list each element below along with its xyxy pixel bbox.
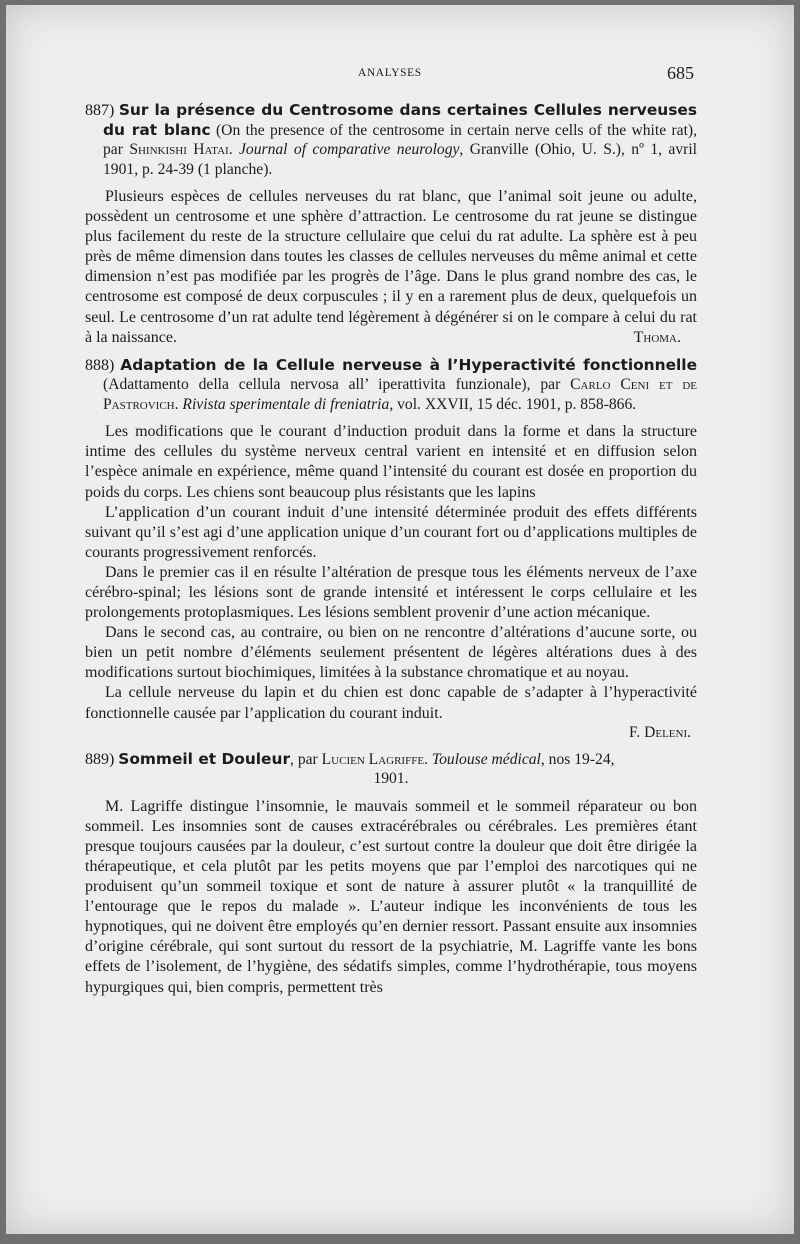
article-number: 889) [85, 750, 115, 768]
article-889 [85, 750, 697, 998]
article-888 [85, 356, 697, 742]
reviewer-signature: Thoma. [633, 328, 681, 346]
citation-text: , vol. XXVII, 15 déc. 1901, p. 858-866. [389, 395, 637, 413]
body-paragraph: Les modifications que le courant d’induction produit dans la forme et dans la structure intime des cellules du système nerveux central varient en intensité et en diffusion selon l’espèce animale en expérience, même quand l’intensité du courant est dosée en proportion du poids du corps. Les chiens sont beaucoup plus résistants que les lapins [85, 423, 697, 501]
article-number: 887) [85, 102, 115, 119]
article-author: Lucien Lagriffe [321, 750, 425, 768]
body-paragraph: La cellule nerveuse du lapin et du chien est donc capable de s’adapter à l’hyperactivité fonctionnelle causée par l’application du courant induit. [85, 684, 697, 722]
page-content [85, 101, 697, 1006]
article-887 [85, 101, 697, 348]
page-number: 685 [667, 63, 694, 83]
citation-text: . [174, 395, 183, 413]
body-paragraph: Dans le second cas, au contraire, ou bien on ne rencontre d’altérations d’aucune sorte, ou bien un petit nombre d’éléments seulement présentent de légères altérations dues à des modifications surtout biochimiques, limitées à la substance chromatique et au noyau. [85, 624, 697, 682]
article-author: Carlo Ceni et de Pastrovich [103, 376, 697, 413]
reviewer-signature: F. Deleni. [629, 723, 691, 741]
article-title: Adaptation de la Cellule nerveuse à l’Hyperactivité fonctionnelle [120, 355, 698, 374]
citation-text: (Adattamento della cellula nervosa all’ iperattivita funzionale), par [103, 376, 571, 394]
article-heading [85, 356, 697, 415]
journal-name: Toulouse médical [431, 750, 541, 768]
article-number: 888) [85, 356, 115, 374]
article-heading [85, 750, 697, 789]
journal-name: Journal of comparative neurology [239, 141, 460, 158]
citation-text: , par [290, 750, 322, 768]
body-paragraph: Dans le premier cas il en résulte l’altération de presque tous les éléments nerveux de l’axe cérébro-spinal; les lésions sont de grande intensité et intéressent le corps cellulaire et les prolongements protoplasmiques. Les lésions semblent provenir d’une action mécanique. [85, 563, 697, 622]
article-heading [85, 101, 697, 179]
paragraph-text: Plusieurs espèces de cellules nerveuses du rat blanc, que l’animal soit jeune ou adulte, possèdent un centrosome et une sphère d’attraction. Le centrosome du rat jeune se distingue plus facilement du reste de la structure cellulaire que celui du rat adulte. La sphère est à peu près de même dimension dans toutes les classes de cellules nerveuses du même animal et cette dimension n’est pas modifiée par les progrès de l’âge. Dans le plus grand nombre des cas, le centrosome est composé de deux corpuscules ; il y en a rarement plus de deux, quelquefois un seul. Le centrosome d’un rat adulte tend légèrement à dégénérer si on le compare à celui du rat à la naissance. [85, 188, 697, 346]
running-title: ANALYSES [358, 67, 422, 79]
document-page [6, 5, 794, 1234]
citation-year: 1901. [373, 770, 409, 788]
citation-text: , Granville (Ohio, U. S.), nº 1, avril 1901, p. 24-39 (1 planche). [103, 141, 697, 178]
body-paragraph [85, 187, 697, 348]
body-paragraph: M. Lagriffe distingue l’insomnie, le mauvais sommeil et le sommeil réparateur ou bon sommeil. Les insomnies sont de causes extracérébrales ou cérébrales. Les premières étant presque toujours causées par la douleur, c’est surtout contre la douleur que doit être dirigée la thérapeutique, et cela plutôt par les petits moyens que par l’emploi des narcotiques qui ne produisent qu’un sommeil toxique et sont de nature à assurer plutôt « la tranquillité de l’entourage que le repos du malade ». L’auteur indique les inconvénients de tous les hypnotiques, qui ne doivent être employés qu’en dernier ressort. Passant ensuite aux insomnies d’origine cérébrale, qui sont surtout du ressort de la psychiatrie, M. Lagriffe vante les bons effets de l’isolement, de l’hygiène, des sédatifs simples, comme l’hydrothérapie, tous moyens hypurgiques qui, bien compris, permettent très [85, 797, 697, 996]
article-author: Shinkishi Hatai [129, 141, 229, 158]
article-title: Sommeil et Douleur [118, 749, 291, 768]
article-title: Sur la présence du Centrosome dans certaines Cellules nerveuses du rat blanc [103, 101, 697, 139]
body-paragraph: L’application d’un courant induit d’une intensité déterminée produit des effets différents suivant qu’il s’est agi d’une application unique d’un courant fort ou d’applications multiples de courants progressivement renforcés. [85, 503, 697, 561]
citation-text: (On the presence of the centrosome in certain nerve cells of the white rat), par [103, 121, 698, 158]
citation-text: . [228, 141, 239, 158]
citation-text: , nos 19-24, [540, 750, 615, 768]
journal-name: Rivista sperimentale di freniatria [182, 395, 390, 413]
citation-text: . [424, 750, 432, 768]
running-head [96, 63, 696, 85]
